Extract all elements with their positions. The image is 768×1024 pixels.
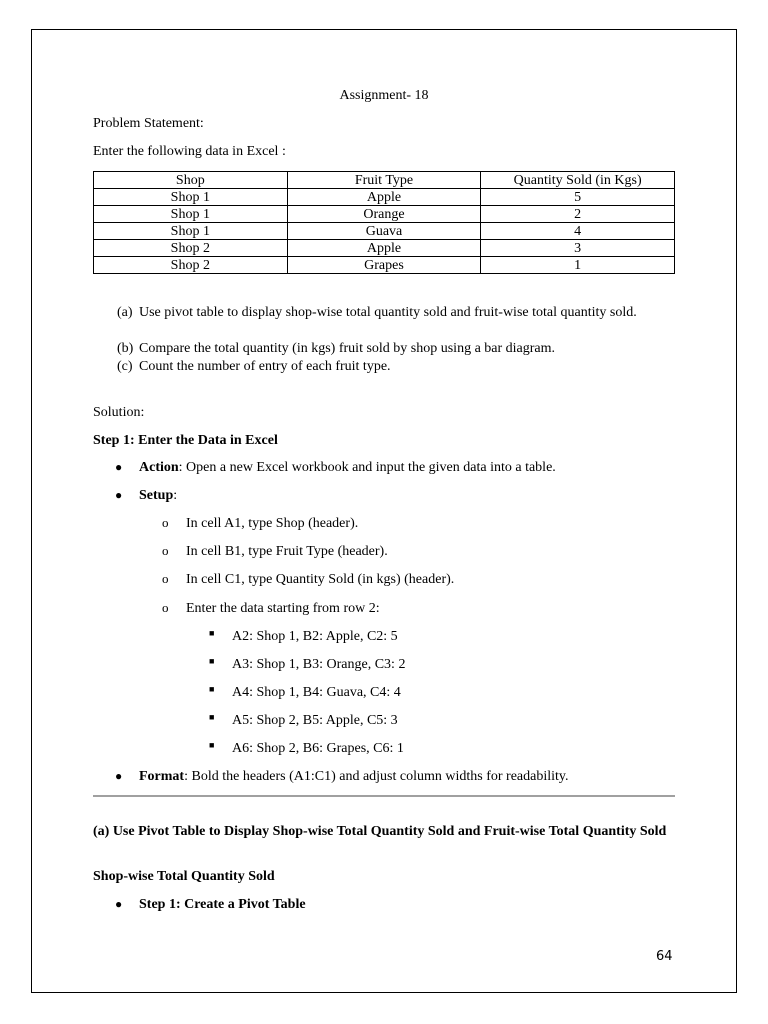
action-label: Action: [139, 460, 179, 475]
format-label: Format: [139, 769, 185, 784]
table-cell: Apple: [287, 240, 481, 257]
task-label: (c): [117, 359, 133, 374]
task-text: Use pivot table to display shop-wise total quantity sold and fruit-wise total quantity sold.: [139, 305, 637, 320]
list-item: [0, 657, 768, 675]
data-entry-text: A6: Shop 2, B6: Grapes, C6: 1: [232, 741, 404, 756]
table-row: [94, 240, 675, 257]
task-b: [117, 340, 674, 358]
setup-item-text: Enter the data starting from row 2:: [186, 601, 380, 616]
assignment-title: Assignment- 18: [339, 88, 429, 103]
list-item: [0, 544, 768, 562]
format-bullet-item: [0, 769, 768, 787]
page-number: 64: [656, 949, 673, 964]
data-entry-text: A2: Shop 1, B2: Apple, C2: 5: [232, 629, 398, 644]
section-a-heading: (a) Use Pivot Table to Display Shop-wise Total Quantity Sold and Fruit-wise Total Quantity Sold: [93, 824, 667, 839]
fruit-sales-table: [93, 171, 675, 274]
list-item: [0, 629, 768, 647]
format-text: : Bold the headers (A1:C1) and adjust column widths for readability.: [184, 769, 569, 784]
table-cell: Shop 2: [94, 240, 288, 257]
bullet-dot-icon: ●: [115, 460, 123, 474]
circle-bullet-icon: o: [162, 571, 169, 586]
task-a: [117, 304, 674, 322]
column-header: Fruit Type: [287, 172, 481, 189]
table-row: [94, 206, 675, 223]
table-header-row: [94, 172, 675, 189]
pivot-step1-text: Step 1: Create a Pivot Table: [139, 897, 306, 912]
table-cell: Shop 1: [94, 189, 288, 206]
table-cell: Shop 1: [94, 223, 288, 240]
circle-bullet-icon: o: [162, 515, 169, 530]
task-label: (b): [117, 341, 134, 356]
data-entry-text: A3: Shop 1, B3: Orange, C3: 2: [232, 657, 406, 672]
table-cell: Grapes: [287, 257, 481, 274]
setup-text: :: [173, 488, 178, 503]
list-item: [0, 572, 768, 590]
list-item: [0, 685, 768, 703]
setup-bullet-item: [0, 488, 768, 506]
list-item: [0, 601, 768, 619]
data-entry-text: A4: Shop 1, B4: Guava, C4: 4: [232, 685, 401, 700]
enter-data-instruction: Enter the following data in Excel :: [93, 144, 286, 159]
pivot-step1-bullet-item: [0, 897, 768, 915]
square-bullet-icon: ■: [209, 656, 215, 666]
table-cell: 1: [481, 257, 675, 274]
square-bullet-icon: ■: [209, 684, 215, 694]
circle-bullet-icon: o: [162, 600, 169, 615]
task-text: Compare the total quantity (in kgs) fruit sold by shop using a bar diagram.: [139, 341, 556, 356]
action-text: : Open a new Excel workbook and input the given data into a table.: [178, 460, 556, 475]
list-item: [0, 741, 768, 759]
square-bullet-icon: ■: [209, 740, 215, 750]
table-cell: 3: [481, 240, 675, 257]
table-row: [94, 257, 675, 274]
column-header: Shop: [94, 172, 288, 189]
table-cell: Orange: [287, 206, 481, 223]
table-row: [94, 223, 675, 240]
setup-item-text: In cell B1, type Fruit Type (header).: [186, 544, 388, 559]
bullet-dot-icon: ●: [115, 488, 123, 502]
solution-label: Solution:: [93, 405, 145, 420]
table-cell: 2: [481, 206, 675, 223]
square-bullet-icon: ■: [209, 712, 215, 722]
list-item: [0, 516, 768, 534]
square-bullet-icon: ■: [209, 628, 215, 638]
table-row: [94, 189, 675, 206]
task-c: [117, 358, 674, 376]
table-cell: Apple: [287, 189, 481, 206]
data-entry-text: A5: Shop 2, B5: Apple, C5: 3: [232, 713, 398, 728]
table-cell: 4: [481, 223, 675, 240]
step1-heading: Step 1: Enter the Data in Excel: [93, 433, 278, 448]
setup-item-text: In cell C1, type Quantity Sold (in kgs) (header).: [186, 572, 455, 587]
table-cell: 5: [481, 189, 675, 206]
shopwise-heading: Shop-wise Total Quantity Sold: [93, 869, 275, 884]
task-label: (a): [117, 305, 133, 320]
action-bullet-item: [0, 460, 768, 478]
setup-label: Setup: [139, 488, 174, 503]
circle-bullet-icon: o: [162, 543, 169, 558]
table-cell: Guava: [287, 223, 481, 240]
table-cell: Shop 1: [94, 206, 288, 223]
setup-item-text: In cell A1, type Shop (header).: [186, 516, 359, 531]
table-cell: Shop 2: [94, 257, 288, 274]
bullet-dot-icon: ●: [115, 769, 123, 783]
horizontal-divider: [93, 795, 675, 797]
task-text: Count the number of entry of each fruit type.: [139, 359, 391, 374]
problem-statement-label: Problem Statement:: [93, 116, 204, 131]
bullet-dot-icon: ●: [115, 897, 123, 911]
list-item: [0, 713, 768, 731]
column-header: Quantity Sold (in Kgs): [481, 172, 675, 189]
